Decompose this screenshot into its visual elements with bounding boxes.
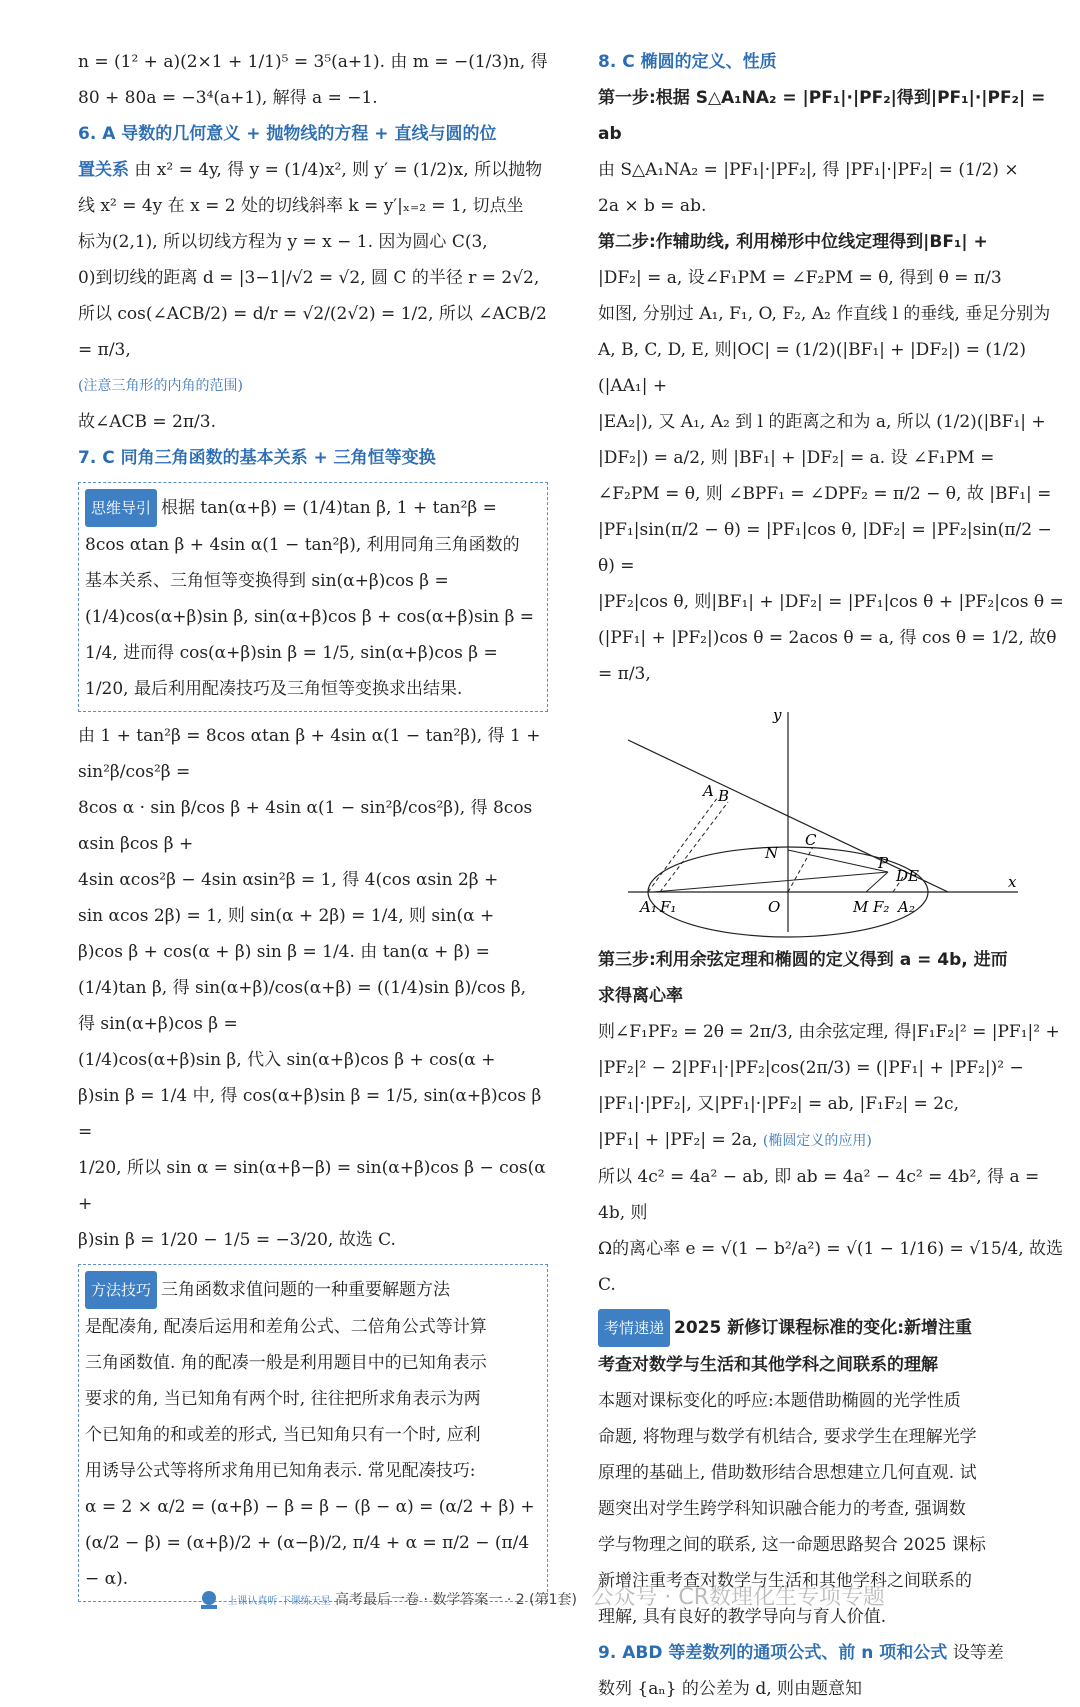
text-line: 根据 tan(α+β) = (1/4)tan β, 1 + tan²β =: [161, 498, 497, 518]
thinking-guide-tag: 思维导引: [85, 489, 157, 527]
q7-header: 7. C 同角三角函数的基本关系 + 三角恒等变换: [78, 448, 436, 468]
line-np: [788, 850, 888, 872]
text-line: 所以 4c² = 4a² − ab, 即 ab = 4a² − 4c² = 4b², 得 a = 4b, 则: [598, 1167, 1040, 1223]
text-line: 设等差: [952, 1643, 1004, 1663]
text-line: ∠F₂PM = θ, 则 ∠BPF₁ = ∠DPF₂ = π/2 − θ, 故 |BF₁| =: [598, 484, 1052, 504]
text-line: 由 S△A₁NA₂ = |PF₁|·|PF₂|, 得 |PF₁|·|PF₂| = (1/2) ×: [598, 160, 1019, 180]
text-line: 8cos αtan β + 4sin α(1 − tan²β), 利用同角三角函数的: [85, 535, 520, 555]
text-line: |PF₂|cos θ, 则|BF₁| + |DF₂| = |PF₁|cos θ + |PF₂|cos θ =: [598, 592, 1064, 612]
label-A2: A₂: [898, 898, 915, 916]
text-line: (1/4)cos(α+β)sin β, sin(α+β)cos β + cos(α+β)sin β =: [85, 607, 535, 627]
right-column: [598, 44, 1068, 1707]
label-E: E: [908, 867, 919, 885]
text-line: β)sin β = 1/4 中, 得 cos(α+β)sin β = 1/5, sin(α+β)cos β =: [78, 1086, 542, 1142]
text-line: |DF₂|) = a/2, 则 |BF₁| + |DF₂| = a. 设 ∠F₁PM =: [598, 448, 995, 468]
text-line: 基本关系、三角恒等变换得到 sin(α+β)cos β =: [85, 571, 449, 591]
text-line: 个已知角的和或差的形式, 当已知角只有一个时, 应利: [85, 1425, 481, 1445]
method-tips-box: [78, 1264, 548, 1602]
label-F2: F₂: [873, 898, 890, 916]
page-footer: [0, 1580, 1080, 1611]
text-line: 命题, 将物理与数学有机结合, 要求学生在理解光学: [598, 1427, 977, 1447]
ellipse-diagram: [598, 702, 1068, 942]
perp-a: [648, 797, 718, 892]
q6-header-cont: 置关系: [78, 160, 129, 180]
text-line: 故∠ACB = 2π/3.: [78, 412, 217, 432]
q6-header: 6. A 导数的几何意义 + 抛物线的方程 + 直线与圆的位: [78, 124, 497, 144]
text-line: 所以 cos(∠ACB/2) = d/r = √2/(2√2) = 1/2, 所以 ∠ACB/2 = π/3,: [78, 304, 547, 360]
label-C: C: [805, 831, 817, 849]
publisher-logo-icon: [195, 1589, 223, 1611]
line-mp: [866, 872, 888, 892]
text-line: 1/20, 所以 sin α = sin(α+β−β) = sin(α+β)cos β − cos(α +: [78, 1158, 546, 1214]
label-O: O: [768, 898, 781, 916]
text-line: β)cos β + cos(α + β) sin β = 1/4. 由 tan(α + β) =: [78, 942, 490, 962]
text-line: 数列 {aₙ} 的公差为 d, 则由题意知: [598, 1679, 863, 1699]
text-line: 如图, 分别过 A₁, F₁, O, F₂, A₂ 作直线 l 的垂线, 垂足分别为: [598, 304, 1051, 324]
text-line: 则∠F₁PF₂ = 2θ = 2π/3, 由余弦定理, 得|F₁F₂|² = |PF₁|² +: [598, 1022, 1060, 1042]
perp-c: [788, 847, 813, 892]
text-line: (α/2 − β) = (α+β)/2 + (α−β)/2, π/4 + α = π/2 − (π/4 − α).: [85, 1533, 530, 1589]
text-line: |PF₁|·|PF₂|, 又|PF₁|·|PF₂| = ab, |F₁F₂| = 2c,: [598, 1094, 959, 1114]
label-D: D: [896, 867, 909, 885]
text-line: 本题对课标变化的呼应:本题借助椭圆的光学性质: [598, 1391, 961, 1411]
text-line: 由 1 + tan²β = 8cos αtan β + 4sin α(1 − tan²β), 得 1 + sin²β/cos²β =: [78, 726, 541, 782]
label-y: y: [773, 706, 782, 724]
q9-header: 9. ABD 等差数列的通项公式、前 n 项和公式: [598, 1643, 948, 1663]
label-M: M: [853, 898, 869, 916]
step2-title: 第二步:作辅助线, 利用梯形中位线定理得到|BF₁| +: [598, 232, 988, 252]
text-line: 8cos α · sin β/cos β + 4sin α(1 − sin²β/cos²β), 得 8cos αsin βcos β +: [78, 798, 533, 854]
text-line: Ω的离心率 e = √(1 − b²/a²) = √(1 − 1/16) = √15/4, 故选 C.: [598, 1239, 1064, 1295]
text-line: 三角函数求值问题的一种重要解题方法: [161, 1280, 451, 1300]
text-line: A, B, C, D, E, 则|OC| = (1/2)(|BF₁| + |DF₂|) = (1/2)(|AA₁| +: [598, 340, 1026, 396]
watermark: 公众号 · CR数理化生专项专题: [591, 1585, 886, 1610]
exam-trend-title: 2025 新修订课程标准的变化:新增注重: [674, 1318, 973, 1338]
text-line: (1/4)cos(α+β)sin β, 代入 sin(α+β)cos β + cos(α +: [78, 1050, 496, 1070]
label-A: A: [703, 782, 714, 800]
q8-header: 8. C 椭圆的定义、性质: [598, 52, 777, 72]
label-x: x: [1008, 873, 1017, 891]
text-line: sin αcos 2β) = 1, 则 sin(α + 2β) = 1/4, 则 sin(α +: [78, 906, 495, 926]
text-line: |EA₂|), 又 A₁, A₂ 到 l 的距离之和为 a, 所以 (1/2)(|BF₁| +: [598, 412, 1046, 432]
q6-note: (注意三角形的内角的范围): [78, 378, 243, 394]
label-B: B: [718, 787, 730, 805]
step3-title: 第三步:利用余弦定理和椭圆的定义得到 a = 4b, 进而: [598, 950, 1008, 970]
text-line: |DF₂| = a, 设∠F₁PM = ∠F₂PM = θ, 得到 θ = π/3: [598, 268, 1002, 288]
text-line: β)sin β = 1/20 − 1/5 = −3/20, 故选 C.: [78, 1230, 396, 1250]
text-line: 4sin αcos²β − 4sin αsin²β = 1, 得 4(cos αsin 2β +: [78, 870, 499, 890]
text-line: 三角函数值. 角的配凑一般是利用题目中的已知角表示: [85, 1353, 487, 1373]
text-line: 理解, 具有良好的教学导向与育人价值.: [598, 1607, 887, 1627]
text-line: (1/4)tan β, 得 sin(α+β)/cos(α+β) = ((1/4)sin β)/cos β, 得 sin(α+β)cos β =: [78, 978, 527, 1034]
text-line: n = (1² + a)(2×1 + 1/1)⁵ = 3⁵(a+1). 由 m = −(1/3)n, 得: [78, 52, 548, 72]
text-line: |PF₁|sin(π/2 − θ) = |PF₁|cos θ, |DF₂| = |PF₂|sin(π/2 − θ) =: [598, 520, 1052, 576]
text-line: (|PF₁| + |PF₂|)cos θ = 2acos θ = a, 得 cos θ = 1/2, 故θ = π/3,: [598, 628, 1057, 684]
exam-trend-tag: 考情速递: [598, 1309, 670, 1347]
label-N: N: [765, 844, 779, 862]
step1-title: 第一步:根据 S△A₁NA₂ = |PF₁|·|PF₂|得到|PF₁|·|PF₂| = ab: [598, 88, 1046, 144]
text-line: α = 2 × α/2 = (α+β) − β = β − (β − α) = (α/2 + β) +: [85, 1497, 535, 1517]
text-line: |PF₂|² − 2|PF₁|·|PF₂|cos(2π/3) = (|PF₁| + |PF₂|)² −: [598, 1058, 1024, 1078]
label-A1: A₁: [640, 898, 657, 916]
label-P: P: [878, 854, 889, 872]
line-f1p: [653, 872, 888, 892]
text-line: 要求的角, 当已知角有两个时, 往往把所求角表示为两: [85, 1389, 481, 1409]
text-line: 原理的基础上, 借助数形结合思想建立几何直观. 试: [598, 1463, 977, 1483]
text-line: 2a × b = ab.: [598, 196, 707, 216]
ellipse-figure: [598, 702, 1068, 942]
perp-b: [660, 802, 728, 892]
step3-title-cont: 求得离心率: [598, 986, 683, 1006]
text-line: 标为(2,1), 所以切线方程为 y = x − 1. 因为圆心 C(3,: [78, 232, 488, 252]
method-tips-tag: 方法技巧: [85, 1271, 157, 1309]
text-line: 是配凑角, 配凑后运用和差角公式、二倍角公式等计算: [85, 1317, 487, 1337]
thinking-guide-box: [78, 482, 548, 712]
step3-note: (椭圆定义的应用): [762, 1133, 872, 1149]
label-F1: F₁: [660, 898, 677, 916]
exam-trend-title-cont: 考查对数学与生活和其他学科之间联系的理解: [598, 1355, 938, 1375]
text-line: 80 + 80a = −3⁴(a+1), 解得 a = −1.: [78, 88, 378, 108]
text-line: 题突出对学生跨学科知识融合能力的考查, 强调数: [598, 1499, 966, 1519]
text-line: |PF₁| + |PF₂| = 2a,: [598, 1130, 758, 1150]
text-line: 新增注重考查对数学与生活和其他学科之间联系的: [598, 1571, 972, 1591]
text-line: 线 x² = 4y 在 x = 2 处的切线斜率 k = y′|ₓ₌₂ = 1, 切点坐: [78, 196, 524, 216]
text-line: 由 x² = 4y, 得 y = (1/4)x², 则 y′ = (1/2)x, 所以抛物: [134, 160, 543, 180]
text-line: 学与物理之间的联系, 这一命题思路契合 2025 课标: [598, 1535, 986, 1555]
text-line: 1/4, 进而得 cos(α+β)sin β = 1/5, sin(α+β)cos β =: [85, 643, 498, 663]
publisher-slogan: 上课认真听 下课练天星: [227, 1596, 331, 1607]
footer-text: 高考最后一卷 · 数学答案一 · 2 (第1套): [335, 1592, 577, 1608]
left-column: [78, 44, 548, 1608]
text-line: 1/20, 最后利用配凑技巧及三角恒等变换求出结果.: [85, 679, 463, 699]
text-line: 0)到切线的距离 d = |3−1|/√2 = √2, 圆 C 的半径 r = 2√2,: [78, 268, 540, 288]
text-line: 用诱导公式等将所求角用已知角表示. 常见配凑技巧:: [85, 1461, 476, 1481]
